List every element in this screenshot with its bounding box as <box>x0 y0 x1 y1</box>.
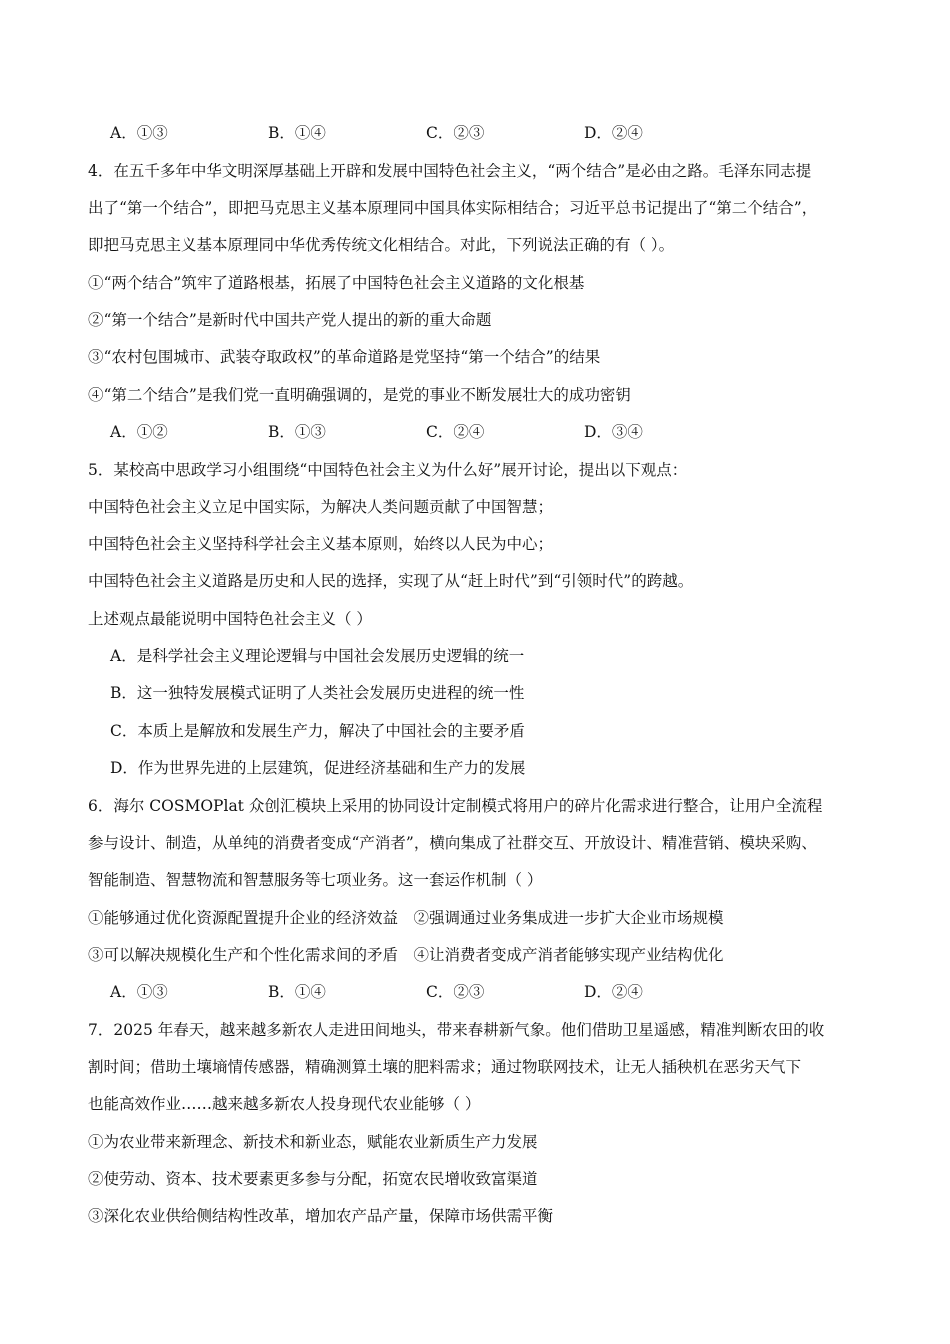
q4-item-2: ②“第一个结合”是新时代中国共产党人提出的新的重大命题 <box>88 311 492 329</box>
q5-choice-b: B．这一独特发展模式证明了人类社会发展历史进程的统一性 <box>110 684 525 702</box>
q6-items-line-1: ①能够通过优化资源配置提升企业的经济效益 ②强调通过业务集成进一步扩大企业市场规模 <box>88 909 724 927</box>
q6-items-line-2: ③可以解决规模化生产和个性化需求间的矛盾 ④让消费者变成产消者能够实现产业结构优化 <box>88 946 724 964</box>
q6-options <box>110 981 742 1003</box>
q6-stem-line-2: 参与设计、制造，从单纯的消费者变成“产消者”，横向集成了社群交互、开放设计、精准营销、模块采购、 <box>88 834 817 852</box>
q6-option-c: C．②③ <box>426 983 485 1001</box>
q5-stem-line-1: 5．某校高中思政学习小组围绕“中国特色社会主义为什么好”展开讨论，提出以下观点： <box>88 461 688 479</box>
q6-option-a: A．①③ <box>110 983 168 1001</box>
q4-stem-line-2: 出了“第一个结合”，即把马克思主义基本原理同中国具体实际相结合；习近平总书记提出了“第二个结合”， <box>88 199 818 217</box>
q5-choice-a: A．是科学社会主义理论逻辑与中国社会发展历史逻辑的统一 <box>110 647 525 665</box>
q4-option-d: D．③④ <box>584 423 643 441</box>
q3-option-c: C．②③ <box>426 124 485 142</box>
q6-stem-line-1: 6．海尔 COSMOPlat 众创汇模块上采用的协同设计定制模式将用户的碎片化需求进行整合，让用户全流程 <box>88 797 823 815</box>
q3-option-b: B．①④ <box>268 124 326 142</box>
q4-option-c: C．②④ <box>426 423 485 441</box>
q5-stem-line-3: 中国特色社会主义坚持科学社会主义基本原则，始终以人民为中心； <box>88 535 554 553</box>
q4-item-3: ③“农村包围城市、武装夺取政权”的革命道路是党坚持“第一个结合”的结果 <box>88 348 601 366</box>
q4-option-a: A．①② <box>110 423 168 441</box>
q6-option-b: B．①④ <box>268 983 326 1001</box>
q7-stem-line-2: 割时间；借助土壤墒情传感器，精确测算土壤的肥料需求；通过物联网技术，让无人插秧机在恶劣天气下 <box>88 1058 802 1076</box>
q3-option-d: D．②④ <box>584 124 643 142</box>
q7-item-2: ②使劳动、资本、技术要素更多参与分配，拓宽农民增收致富渠道 <box>88 1170 538 1188</box>
q4-item-1: ①“两个结合”筑牢了道路根基，拓展了中国特色社会主义道路的文化根基 <box>88 274 585 292</box>
q5-choice-c: C．本质上是解放和发展生产力，解决了中国社会的主要矛盾 <box>110 722 525 740</box>
q7-stem-line-3: 也能高效作业……越来越多新农人投身现代农业能够（ ） <box>88 1095 481 1113</box>
q7-stem-line-1: 7．2025 年春天，越来越多新农人走进田间地头，带来春耕新气象。他们借助卫星遥感，精准判断农田的收 <box>88 1021 825 1039</box>
q7-item-1: ①为农业带来新理念、新技术和新业态，赋能农业新质生产力发展 <box>88 1133 538 1151</box>
q5-stem-line-5: 上述观点最能说明中国特色社会主义（ ） <box>88 610 372 628</box>
q5-stem-line-2: 中国特色社会主义立足中国实际，为解决人类问题贡献了中国智慧； <box>88 498 554 516</box>
q4-stem-line-1: 4．在五千多年中华文明深厚基础上开辟和发展中国特色社会主义，“两个结合”是必由之路。毛泽东同志提 <box>88 162 812 180</box>
q4-options <box>110 421 742 443</box>
q3-option-a: A．①③ <box>110 124 168 142</box>
q4-option-b: B．①③ <box>268 423 326 441</box>
q7-item-3: ③深化农业供给侧结构性改革，增加农产品产量，保障市场供需平衡 <box>88 1207 554 1225</box>
q6-stem-line-3: 智能制造、智慧物流和智慧服务等七项业务。这一套运作机制（ ） <box>88 871 543 889</box>
q5-stem-line-4: 中国特色社会主义道路是历史和人民的选择，实现了从“赶上时代”到“引领时代”的跨越。 <box>88 572 694 590</box>
q6-option-d: D．②④ <box>584 983 643 1001</box>
q4-stem-line-3: 即把马克思主义基本原理同中华优秀传统文化相结合。对此，下列说法正确的有（ ）。 <box>88 236 675 254</box>
q4-item-4: ④“第二个结合”是我们党一直明确强调的，是党的事业不断发展壮大的成功密钥 <box>88 386 631 404</box>
q5-choice-d: D．作为世界先进的上层建筑，促进经济基础和生产力的发展 <box>110 759 526 777</box>
q3-options <box>110 122 742 144</box>
